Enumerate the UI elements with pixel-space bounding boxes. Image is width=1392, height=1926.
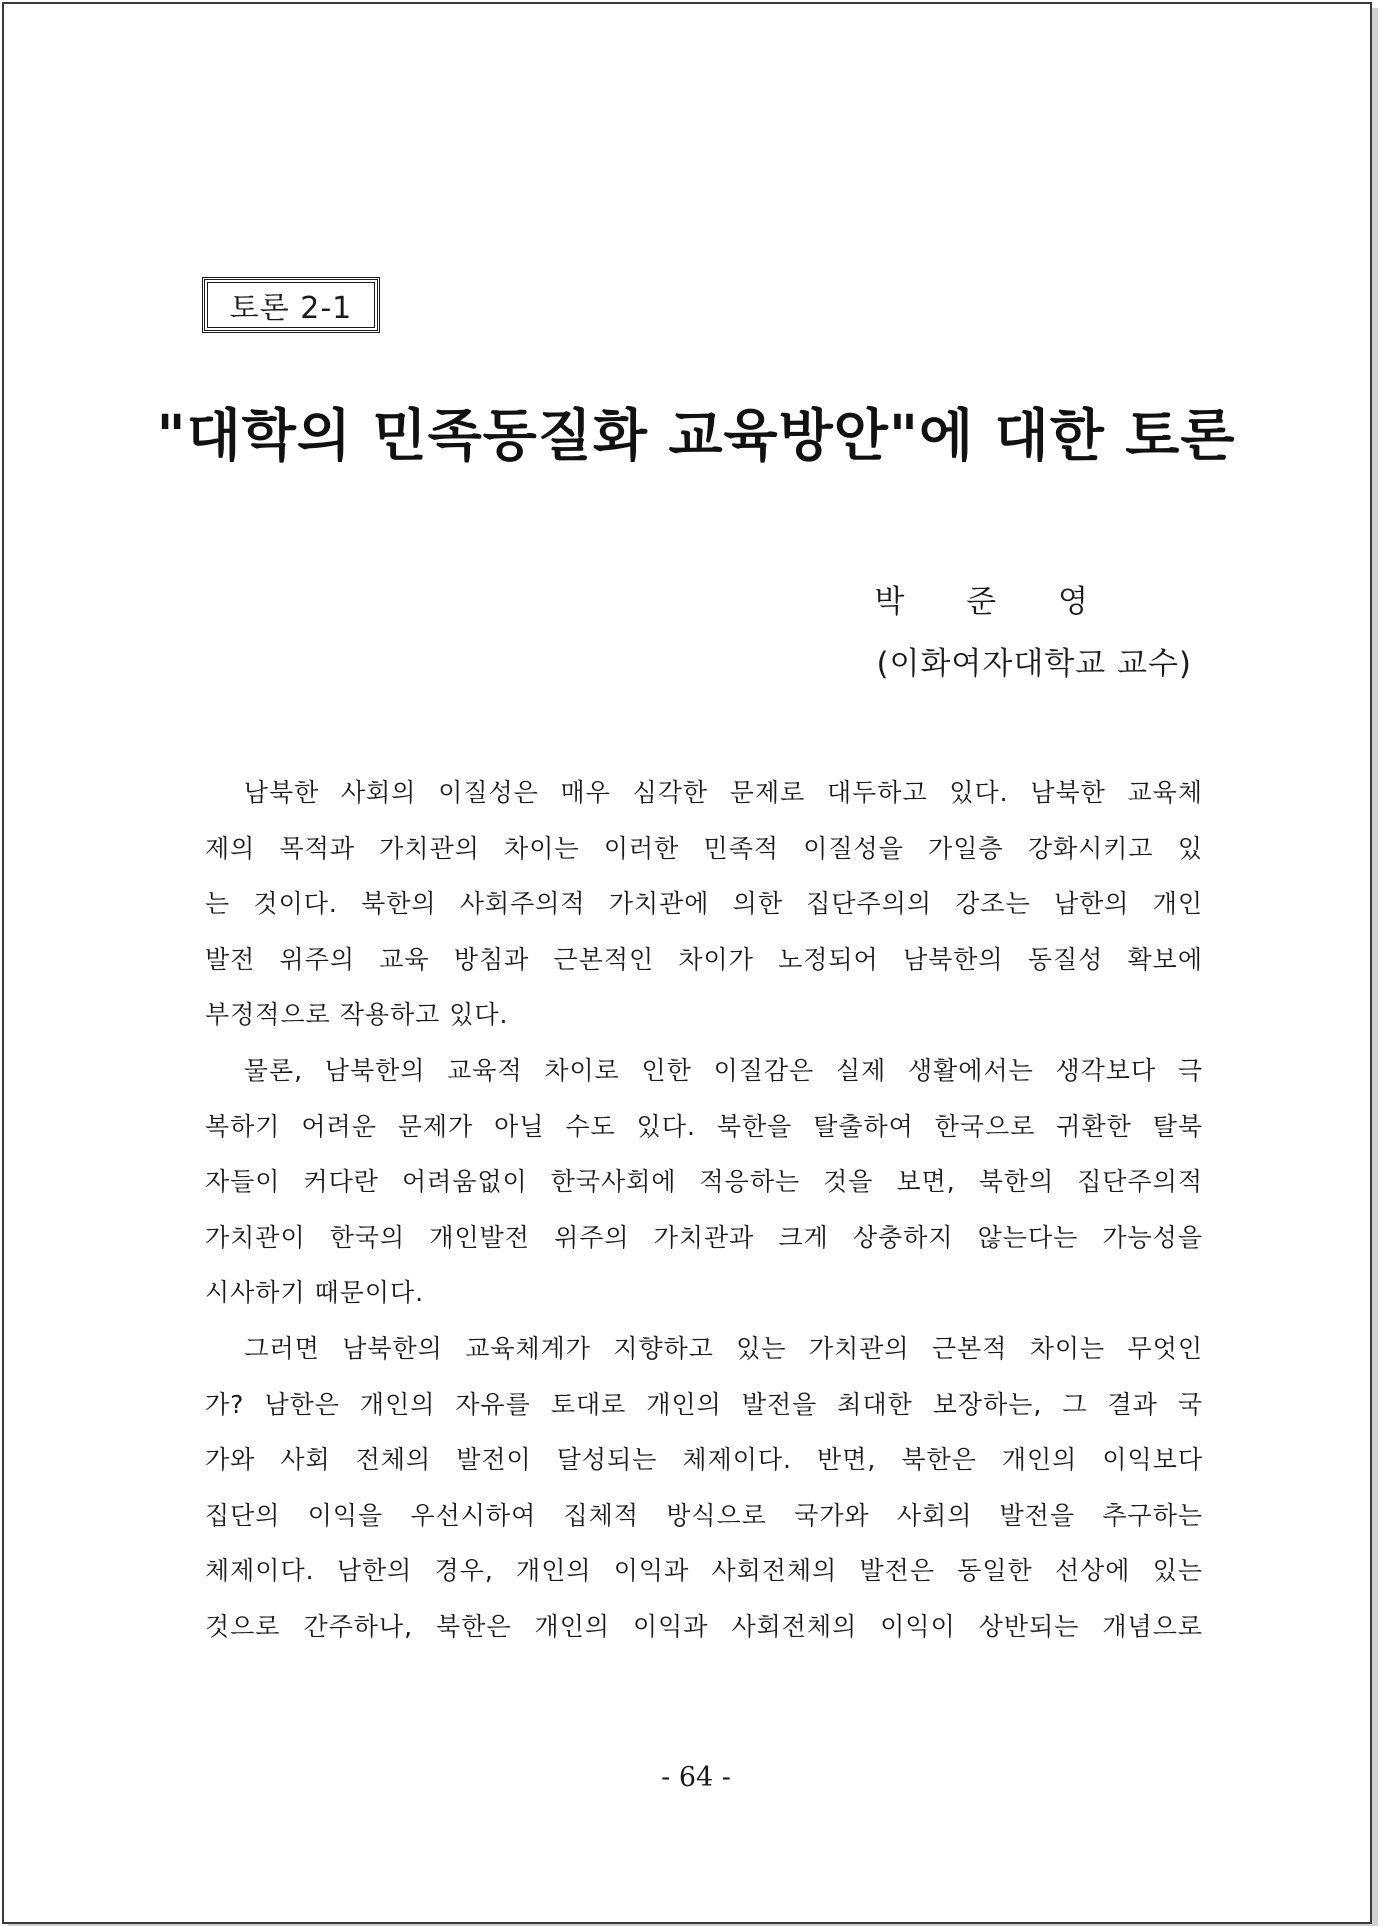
- text-line: 부정적으로 작용하고 있다.: [205, 1000, 509, 1030]
- author-affiliation: (이화여자대학교 교수): [876, 646, 1192, 682]
- text-line: 가치관이 한국의 개인발전 위주의 가치관과 크게 상충하지 않는다는 가능성을: [205, 1222, 1203, 1252]
- text-line: 자들이 커다란 어려움없이 한국사회에 적응하는 것을 보면, 북한의 집단주의적: [205, 1167, 1203, 1197]
- text-line: 물론, 남북한의 교육적 차이로 인한 이질감은 실제 생활에서는 생각보다 극: [205, 1055, 1203, 1085]
- text-line: 제의 목적과 가치관의 차이는 이러한 민족적 이질성을 가일층 강화시키고 있: [205, 833, 1203, 863]
- text-line: 집단의 이익을 우선시하여 집체적 방식으로 국가와 사회의 발전을 추구하는: [205, 1500, 1203, 1530]
- section-label-box: [202, 277, 380, 333]
- page-title: "대학의 민족동질화 교육방안"에 대한 토론: [156, 404, 1236, 469]
- text-line: 시사하기 때문이다.: [205, 1278, 425, 1308]
- text-line: 가? 남한은 개인의 자유를 토대로 개인의 발전을 최대한 보장하는, 그 결과 국: [205, 1389, 1203, 1419]
- text-line: 는 것이다. 북한의 사회주의적 가치관에 의한 집단주의의 강조는 남한의 개인: [205, 889, 1203, 919]
- text-line: 것으로 간주하나, 북한은 개인의 이익과 사회전체의 이익이 상반되는 개념으로: [205, 1611, 1203, 1641]
- author-name: 박 준 영: [874, 584, 1114, 620]
- section-label: 토론 2-1: [207, 282, 375, 328]
- text-line: 발전 위주의 교육 방침과 근본적인 차이가 노정되어 남북한의 동질성 확보에: [205, 944, 1203, 974]
- text-line: 체제이다. 남한의 경우, 개인의 이익과 사회전체의 발전은 동일한 선상에 있는: [205, 1556, 1203, 1586]
- page-number: - 64 -: [661, 1762, 731, 1793]
- text-line: 그러면 남북한의 교육체계가 지향하고 있는 가치관의 근본적 차이는 무엇인: [205, 1333, 1203, 1363]
- text-line: 복하기 어려운 문제가 아닐 수도 있다. 북한을 탈출하여 한국으로 귀환한 탈북: [205, 1111, 1203, 1141]
- text-line: 가와 사회 전체의 발전이 달성되는 체제이다. 반면, 북한은 개인의 이익보다: [205, 1445, 1203, 1475]
- body-text: [205, 765, 1203, 1655]
- text-line: 남북한 사회의 이질성은 매우 심각한 문제로 대두하고 있다. 남북한 교육체: [205, 778, 1203, 807]
